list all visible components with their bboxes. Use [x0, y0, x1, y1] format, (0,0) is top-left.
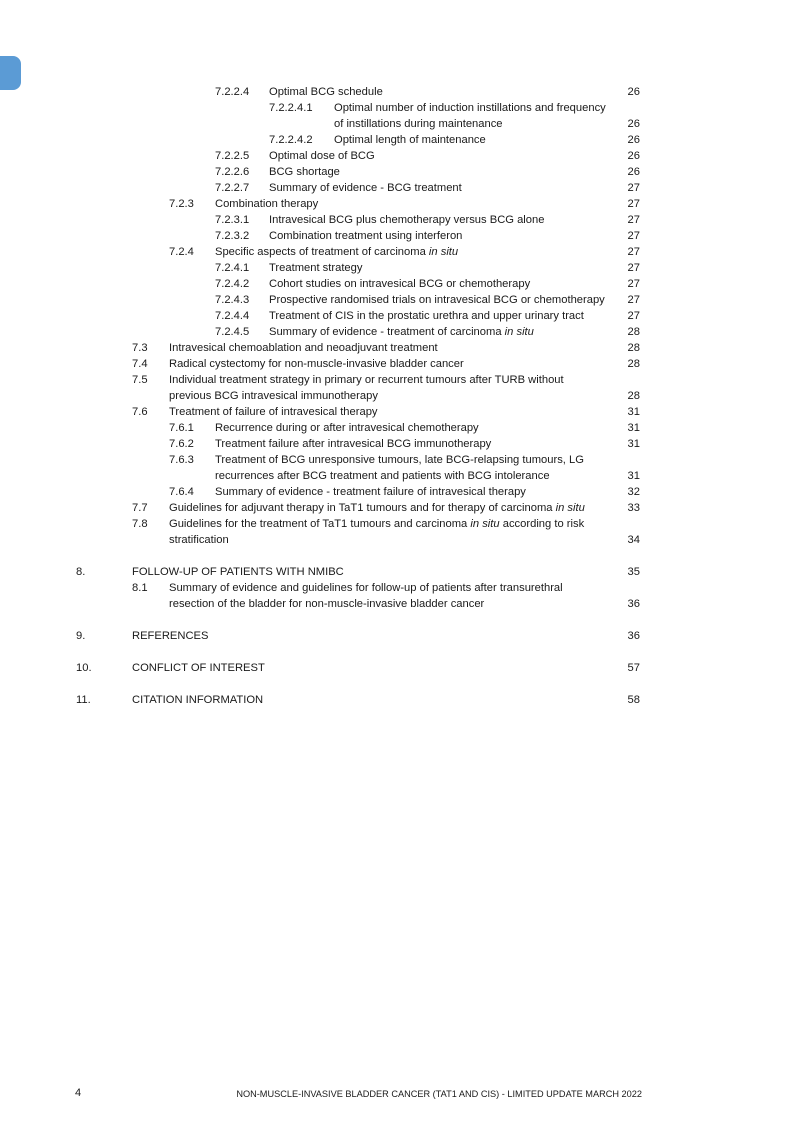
- toc-entry-title: [215, 436, 625, 452]
- toc-entry[interactable]: [0, 308, 793, 324]
- toc-entry-page: 31: [627, 406, 640, 418]
- toc-entry[interactable]: [0, 660, 793, 676]
- toc-entry-title: [169, 580, 625, 612]
- toc-entry-title: [215, 452, 625, 484]
- toc-entry-title: [269, 276, 625, 292]
- toc-entry-page: 27: [627, 182, 640, 194]
- toc-entry-number: 10.: [76, 662, 92, 674]
- toc-entry[interactable]: [0, 628, 793, 644]
- toc-entry[interactable]: [0, 372, 793, 404]
- toc-entry[interactable]: [0, 340, 793, 356]
- toc-entry-title: [215, 484, 625, 500]
- toc-entry[interactable]: [0, 260, 793, 276]
- toc-entry-number: 7.2.3.1: [215, 214, 250, 226]
- toc-entry-italic: in situ: [428, 246, 459, 258]
- toc-entry-text: Optimal length of maintenance: [334, 134, 486, 146]
- toc-entry[interactable]: [0, 356, 793, 372]
- toc-entry-page: 36: [627, 630, 640, 642]
- toc-entry[interactable]: [0, 148, 793, 164]
- toc-entry-title: [132, 628, 625, 644]
- toc-entry-page: 26: [627, 134, 640, 146]
- toc-entry-number: 7.2.3.2: [215, 230, 250, 242]
- toc-entry-text-continued: stratification: [169, 534, 229, 546]
- toc-entry-page: 28: [627, 390, 640, 402]
- toc-entry-text: Summary of evidence - treatment of carcinoma: [269, 326, 502, 338]
- toc-entry[interactable]: [0, 212, 793, 228]
- toc-entry-number: 9.: [76, 630, 86, 642]
- toc-entry-page: 28: [627, 358, 640, 370]
- toc-entry-text-tail: according to risk: [502, 518, 585, 530]
- toc-entry-page: 26: [627, 118, 640, 130]
- toc-entry-page: 27: [627, 262, 640, 274]
- toc-entry-page: 58: [627, 694, 640, 706]
- toc-entry-title: [169, 404, 625, 420]
- toc-entry-number: 7.6.4: [169, 486, 194, 498]
- toc-entry-text: Optimal number of induction instillations and frequency: [334, 102, 606, 114]
- toc-entry-text-continued: resection of the bladder for non-muscle-invasive bladder cancer: [169, 598, 485, 610]
- toc-entry-text: Intravesical chemoablation and neoadjuvant treatment: [169, 342, 438, 354]
- toc-entry-number: 7.6: [132, 406, 148, 418]
- toc-entry-title: [169, 516, 625, 548]
- toc-entry-title: [269, 164, 625, 180]
- toc-entry-page: 34: [627, 534, 640, 546]
- footer-page-number: 4: [75, 1087, 82, 1099]
- toc-entry-title: [215, 196, 625, 212]
- toc-entry-page: 57: [627, 662, 640, 674]
- toc-entry-title: [269, 292, 625, 308]
- toc-entry-number: 7.4: [132, 358, 148, 370]
- toc-entry-page: 26: [627, 166, 640, 178]
- toc-entry-title: [169, 340, 625, 356]
- toc-entry-text: Optimal BCG schedule: [269, 86, 383, 98]
- toc-entry[interactable]: [0, 516, 793, 548]
- toc-entry-number: 11.: [76, 694, 91, 706]
- toc-entry[interactable]: [0, 100, 793, 132]
- toc-entry-number: 7.3: [132, 342, 148, 354]
- toc-entry-text: Optimal dose of BCG: [269, 150, 375, 162]
- toc-entry-text: Individual treatment strategy in primary or recurrent tumours after TURB without: [169, 374, 564, 386]
- table-of-contents: [0, 84, 793, 708]
- toc-entry-number: 7.2.4.1: [215, 262, 250, 274]
- toc-entry-text: Combination treatment using interferon: [269, 230, 463, 242]
- toc-entry-text: Treatment failure after intravesical BCG immunotherapy: [215, 438, 492, 450]
- toc-entry-title: [269, 228, 625, 244]
- toc-entry-number: 8.1: [132, 582, 148, 594]
- toc-entry-page: 28: [627, 326, 640, 338]
- toc-entry[interactable]: [0, 324, 793, 340]
- toc-entry-text: Recurrence during or after intravesical chemotherapy: [215, 422, 479, 434]
- toc-entry-number: 7.6.1: [169, 422, 194, 434]
- toc-entry-page: 27: [627, 294, 640, 306]
- toc-entry-number: 7.6.2: [169, 438, 194, 450]
- toc-entry-text: FOLLOW-UP OF PATIENTS WITH NMIBC: [132, 566, 344, 578]
- toc-entry-text: Cohort studies on intravesical BCG or chemotherapy: [269, 278, 531, 290]
- toc-entry-page: 31: [627, 422, 640, 434]
- toc-entry-page: 32: [627, 486, 640, 498]
- toc-entry[interactable]: [0, 180, 793, 196]
- toc-entry-number: 7.5: [132, 374, 148, 386]
- toc-entry-text-continued: recurrences after BCG treatment and patients with BCG intolerance: [215, 470, 550, 482]
- toc-entry[interactable]: [0, 132, 793, 148]
- toc-entry-text: REFERENCES: [132, 630, 209, 642]
- toc-entry[interactable]: [0, 500, 793, 516]
- toc-entry-italic: in situ: [470, 518, 500, 530]
- toc-entry-text: CONFLICT OF INTEREST: [132, 662, 265, 674]
- toc-entry-text: Guidelines for the treatment of TaT1 tumours and carcinoma: [169, 518, 468, 530]
- toc-entry-italic: in situ: [555, 502, 585, 514]
- toc-entry-page: 33: [627, 502, 640, 514]
- toc-entry-page: 26: [627, 150, 640, 162]
- toc-entry-title: [334, 132, 625, 148]
- toc-entry-number: 7.7: [132, 502, 148, 514]
- toc-entry-title: [334, 100, 625, 132]
- toc-entry[interactable]: [0, 580, 793, 612]
- toc-entry[interactable]: [0, 228, 793, 244]
- toc-entry-title: [132, 660, 625, 676]
- toc-entry[interactable]: [0, 276, 793, 292]
- toc-entry-title: [269, 212, 625, 228]
- toc-entry-title: [269, 260, 625, 276]
- toc-entry-title: [269, 84, 625, 100]
- toc-entry-number: 7.2.4.2: [215, 278, 250, 290]
- toc-entry[interactable]: [0, 244, 793, 260]
- toc-entry-number: 7.2.2.6: [215, 166, 250, 178]
- toc-entry-text: Treatment of BCG unresponsive tumours, late BCG-relapsing tumours, LG: [215, 454, 584, 466]
- toc-entry[interactable]: [0, 436, 793, 452]
- toc-entry-title: [215, 244, 625, 260]
- toc-entry-text: Prospective randomised trials on intravesical BCG or chemotherapy: [269, 294, 605, 306]
- toc-entry-text: Treatment of failure of intravesical therapy: [169, 406, 378, 418]
- toc-entry-text: Specific aspects of treatment of carcinoma: [215, 246, 426, 258]
- toc-entry-text: Summary of evidence and guidelines for follow-up of patients after transurethral: [169, 582, 563, 594]
- toc-entry-number: 7.2.2.5: [215, 150, 250, 162]
- toc-entry[interactable]: [0, 420, 793, 436]
- toc-entry-title: [269, 180, 625, 196]
- toc-entry-title: [169, 372, 625, 404]
- toc-entry-text-continued: previous BCG intravesical immunotherapy: [169, 390, 378, 402]
- toc-entry-title: [269, 324, 625, 340]
- toc-entry-text: BCG shortage: [269, 166, 340, 178]
- toc-entry-page: 35: [627, 566, 640, 578]
- toc-entry-text: Guidelines for adjuvant therapy in TaT1 tumours and for therapy of carcinoma: [169, 502, 553, 514]
- toc-entry-page: 27: [627, 230, 640, 242]
- toc-entry-title: [169, 500, 625, 516]
- toc-entry-title: [169, 356, 625, 372]
- toc-entry[interactable]: [0, 164, 793, 180]
- toc-entry-text: Summary of evidence - treatment failure of intravesical therapy: [215, 486, 526, 498]
- toc-entry-page: 36: [627, 598, 640, 610]
- toc-entry-page: 28: [627, 342, 640, 354]
- toc-entry-text: Treatment strategy: [269, 262, 363, 274]
- toc-entry-number: 7.2.4.4: [215, 310, 250, 322]
- toc-entry-page: 27: [627, 198, 640, 210]
- footer-title: NON-MUSCLE-INVASIVE BLADDER CANCER (TAT1 AND CIS) - LIMITED UPDATE MARCH 2022: [236, 1089, 642, 1099]
- toc-entry-title: [269, 308, 625, 324]
- toc-entry-number: 7.6.3: [169, 454, 194, 466]
- toc-entry-number: 8.: [76, 566, 86, 578]
- toc-entry-number: 7.2.3: [169, 198, 194, 210]
- toc-entry-text: Treatment of CIS in the prostatic urethra and upper urinary tract: [269, 310, 584, 322]
- toc-entry[interactable]: [0, 484, 793, 500]
- toc-entry[interactable]: [0, 404, 793, 420]
- toc-entry-text: CITATION INFORMATION: [132, 694, 264, 706]
- toc-entry-number: 7.2.2.7: [215, 182, 250, 194]
- toc-entry[interactable]: [0, 692, 793, 708]
- toc-entry-page: 27: [627, 246, 640, 258]
- toc-entry-page: 27: [627, 278, 640, 290]
- toc-entry-number: 7.2.4.5: [215, 326, 250, 338]
- toc-entry-title: [132, 564, 625, 580]
- toc-entry-text: Combination therapy: [215, 198, 319, 210]
- toc-entry[interactable]: [0, 196, 793, 212]
- toc-entry-page: 27: [627, 214, 640, 226]
- toc-entry-number: 7.8: [132, 518, 148, 530]
- toc-entry-text: Radical cystectomy for non-muscle-invasive bladder cancer: [169, 358, 464, 370]
- toc-entry-number: 7.2.2.4.1: [269, 102, 313, 114]
- toc-entry-text: Summary of evidence - BCG treatment: [269, 182, 462, 194]
- toc-entry[interactable]: [0, 84, 793, 100]
- toc-entry-text-continued: of instillations during maintenance: [334, 118, 503, 130]
- toc-entry[interactable]: [0, 292, 793, 308]
- toc-entry-number: 7.2.4: [169, 246, 194, 258]
- toc-entry-page: 31: [627, 470, 640, 482]
- toc-entry-number: 7.2.4.3: [215, 294, 250, 306]
- toc-entry-page: 31: [627, 438, 640, 450]
- toc-entry[interactable]: [0, 564, 793, 580]
- toc-entry-title: [215, 420, 625, 436]
- toc-entry-title: [269, 148, 625, 164]
- toc-entry-italic: in situ: [504, 326, 534, 338]
- toc-entry-title: [132, 692, 625, 708]
- toc-entry-page: 27: [627, 310, 640, 322]
- toc-entry[interactable]: [0, 452, 793, 484]
- toc-entry-number: 7.2.2.4.2: [269, 134, 313, 146]
- toc-entry-page: 26: [627, 86, 640, 98]
- toc-entry-text: Intravesical BCG plus chemotherapy versus BCG alone: [269, 214, 545, 226]
- toc-entry-number: 7.2.2.4: [215, 86, 250, 98]
